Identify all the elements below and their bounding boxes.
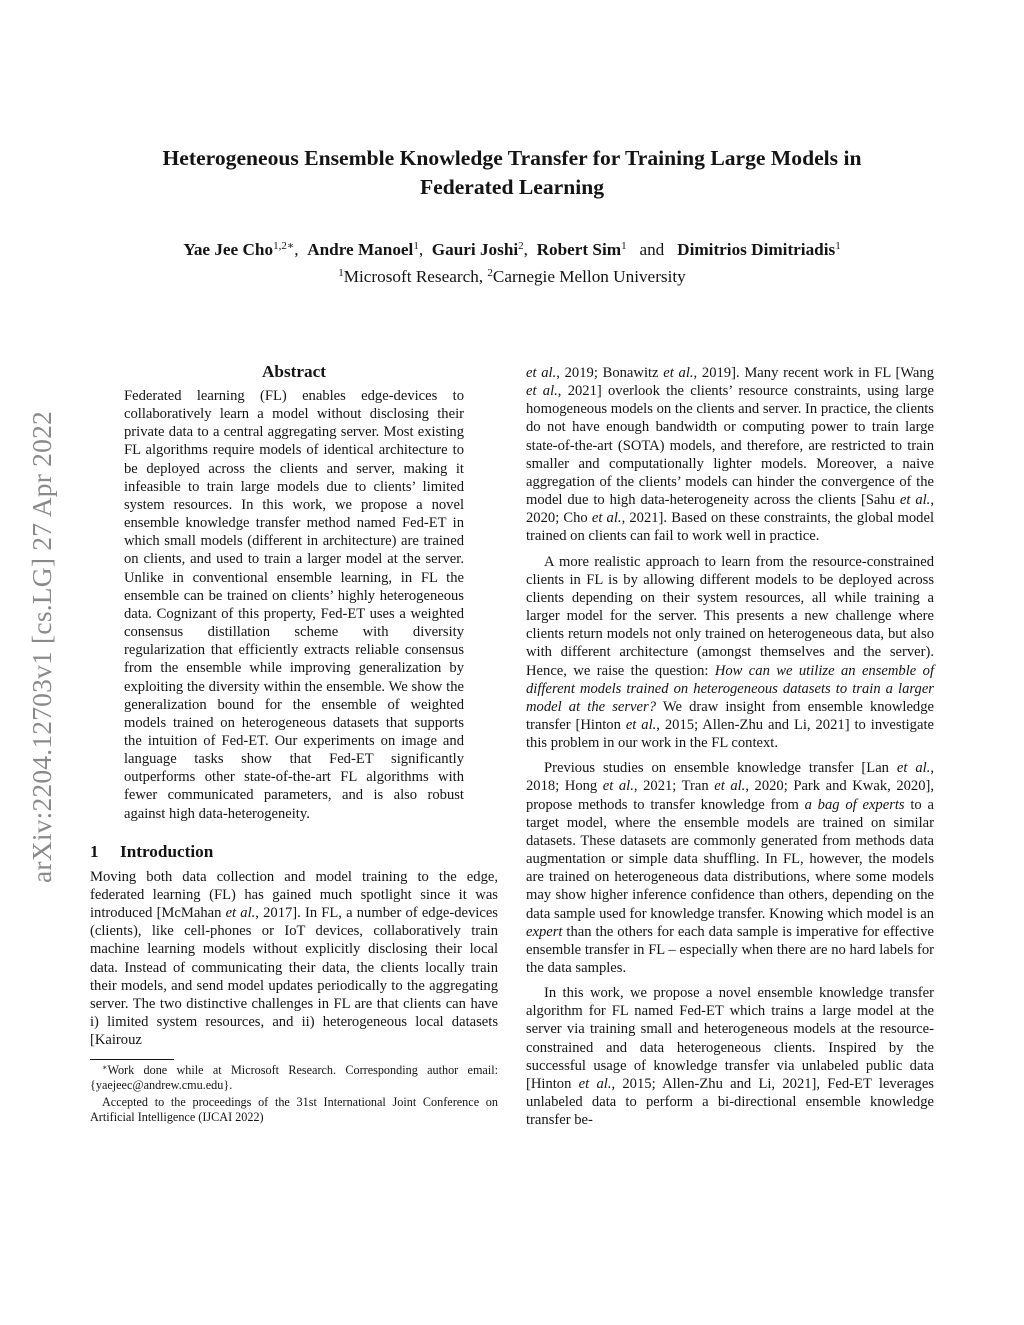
text-run: , 2020; Cho xyxy=(526,492,934,527)
footnotes xyxy=(90,1063,498,1125)
text-run: In this work, we propose a novel ensemble knowledge transfer algorithm for FL named Fed-ET which trains a large model at the server via training small and heterogeneous models at the resource-constrained and data heterogeneous clients. Inspired by the successful usage of knowledge transfer via unlabeled public data [Hinton xyxy=(526,985,934,1092)
footnote-1 xyxy=(90,1063,498,1093)
text-run: Moving both data collection and model training to the edge, federated learning (FL) has gained much spotlight since it was introduced [McMahan xyxy=(90,868,498,922)
right-paragraph-3 xyxy=(526,759,934,977)
text-run: A more realistic approach to learn from the resource-constrained clients in FL is by allowing different models to be deployed across clients depending on their system resources, all while training a larger model for the server. This presents a new challenge where clients return models not only trained on heterogeneous data, but also with different architecture (amongst themselves and the server). Hence, we raise the question: xyxy=(526,553,934,679)
author-name: Gauri Joshi xyxy=(431,240,519,259)
text-run: , 2020; Park and Kwak, 2020], propose methods to transfer knowledge from xyxy=(526,778,935,813)
text-run: , 2018; Hong xyxy=(526,760,934,795)
text-run-italic: et al. xyxy=(602,778,634,795)
author-separator: , xyxy=(294,240,299,259)
section-title: Introduction xyxy=(120,841,214,861)
author-sup: 1,2∗ xyxy=(273,240,295,252)
text-run: , 2021] overlook the clients’ resource constraints, using large homogeneous models on the clients and server. In practice, the clients do not have enough bandwidth or computing power to train large state-of-the-art (SOTA) models, and therefore, are restricted to train smaller and computationally lighter models. Moreover, a naive aggregation of the clients’ models can hinder the convergence of the model due to high data-heterogeneity across the clients [Sahu xyxy=(526,383,934,509)
text-run-italic: expert xyxy=(526,923,563,940)
title-line-1: Heterogeneous Ensemble Knowledge Transfer for Training Large Models in xyxy=(162,146,862,170)
arxiv-identifier: arXiv:2204.12703v1 [cs.LG] 27 Apr 2022 xyxy=(26,411,57,883)
text-run: , 2019]. Many recent work in FL [Wang xyxy=(693,365,934,381)
affil-org: Microsoft Research, xyxy=(343,267,488,286)
text-run-italic: et al. xyxy=(591,510,622,527)
author-name: Robert Sim xyxy=(536,240,622,259)
text-run-italic: et al. xyxy=(663,365,694,381)
intro-paragraph-1 xyxy=(90,868,498,1050)
author-sup: 1 xyxy=(621,240,627,252)
author-sup: 1 xyxy=(835,240,841,252)
text-run: , 2019; Bonawitz xyxy=(556,365,664,381)
text-run: , 2021; Tran xyxy=(633,778,715,795)
footnote-2: Accepted to the proceedings of the 31st International Joint Conference on Artificial Intelligence (IJCAI 2022) xyxy=(90,1095,498,1125)
section-number: 1 xyxy=(90,841,99,861)
text-run-italic: How can we utilize an ensemble of different models trained on heterogeneous datasets to train a larger model at the server? xyxy=(526,662,934,715)
author-name: Andre Manoel xyxy=(307,240,414,259)
text-run-italic: et al. xyxy=(896,760,931,777)
footnote-mark: ∗ xyxy=(102,1063,108,1073)
author-separator: , xyxy=(523,240,528,259)
footnote-rule xyxy=(90,1059,174,1060)
text-run: Previous studies on ensemble knowledge transfer [Lan xyxy=(544,760,897,777)
abstract xyxy=(90,361,498,823)
text-run-italic: et al. xyxy=(225,905,256,922)
affil-sup: 1 xyxy=(338,267,344,279)
title-line-2: Federated Learning xyxy=(419,175,605,199)
text-run: We draw insight from ensemble knowledge transfer [Hinton xyxy=(526,698,934,733)
author-list xyxy=(90,238,934,261)
right-column xyxy=(526,364,934,1129)
text-run-italic: et al. xyxy=(526,383,558,400)
right-paragraph-4 xyxy=(526,984,934,1129)
author-name: Yae Jee Cho xyxy=(183,240,274,259)
right-paragraph-2 xyxy=(526,553,934,753)
section-heading-introduction xyxy=(90,841,498,863)
right-paragraph-1 xyxy=(526,364,934,546)
text-run-italic: et al. xyxy=(578,1075,612,1092)
abstract-text: Federated learning (FL) enables edge-devices to collaboratively learn a model without disclosing their private data to a central aggregating server. Most existing FL algorithms require models of identical architecture to be deployed across the clients and server, making it infeasible to train large models due to clients’ limited system resources. In this work, we propose a novel ensemble knowledge transfer method named Fed-ET in which small models (different in architecture) are trained on clients, and used to train a larger model at the server. Unlike in conventional ensemble learning, in FL the ensemble can be trained on clients’ highly heterogeneous data. Cognizant of this property, Fed-ET uses a weighted consensus distillation scheme with diversity regularization that efficiently extracts reliable consensus from the ensemble while improving generalization by exploiting the diversity within the ensemble. We show the generalization bound for the ensemble of weighted models trained on heterogeneous datasets that supports the intuition of Fed-ET. Our experiments on image and language tasks show that Fed-ET significantly outperforms other state-of-the-art FL algorithms with fewer communicated parameters, and is also robust against high data-heterogeneity. xyxy=(124,388,464,822)
text-run: than the others for each data sample is imperative for effective ensemble transfer in FL – especially when there are no hard labels for the data samples. xyxy=(526,923,934,976)
footnote-1-text: Work done while at Microsoft Research. Corresponding author email: {yaejeec@andrew.cmu.edu}. xyxy=(90,1063,498,1093)
abstract-heading: Abstract xyxy=(262,362,326,381)
text-run-italic: et al. xyxy=(899,492,931,509)
affil-sup: 2 xyxy=(487,267,493,279)
text-run-italic: et al. xyxy=(526,365,557,381)
affil-org: Carnegie Mellon University xyxy=(492,267,686,286)
author-and: and xyxy=(639,240,665,259)
author-separator: , xyxy=(418,240,424,259)
author-sup: 1 xyxy=(413,240,419,252)
arxiv-stamp xyxy=(22,352,62,942)
text-run: , 2021]. Based on these constraints, the global model trained on clients can fail to work well in practice. xyxy=(526,510,934,545)
text-run: to a target model, where the ensemble models are trained on similar datasets. These datasets are commonly generated from methods data augmentation or simple data shuffling. In FL, however, the models are trained on heterogeneous data distributions, where some models may show higher inference confidence than others, depending on the data sample used for knowledge transfer. Knowing which model is an xyxy=(526,796,934,922)
paper-title xyxy=(90,144,934,202)
left-column xyxy=(90,361,498,1125)
author-sup: 2 xyxy=(518,240,524,252)
author-name: Dimitrios Dimitriadis xyxy=(677,240,836,259)
text-run: , 2017]. In FL, a number of edge-devices (clients), like cell-phones or IoT devices, collaboratively train machine learning models without explicitly disclosing their local data. Instead of communicating their data, the clients locally train their models, and send model updates periodically to the aggregating server. The two distinctive challenges in FL are that clients can have i) limited system resources, and ii) heterogeneous local datasets [Kairouz xyxy=(90,905,498,1049)
text-run-italic: et al. xyxy=(625,716,657,733)
text-run: , 2015; Allen-Zhu and Li, 2021] to investigate this problem in our work in the FL context. xyxy=(526,716,934,752)
affiliations xyxy=(90,265,934,288)
text-run-italic: a bag of experts xyxy=(804,796,905,813)
text-run: , 2015; Allen-Zhu and Li, 2021], Fed-ET leverages unlabeled data to perform a bi-directional ensemble knowledge transfer be- xyxy=(526,1075,934,1129)
text-run-italic: et al. xyxy=(714,778,746,795)
